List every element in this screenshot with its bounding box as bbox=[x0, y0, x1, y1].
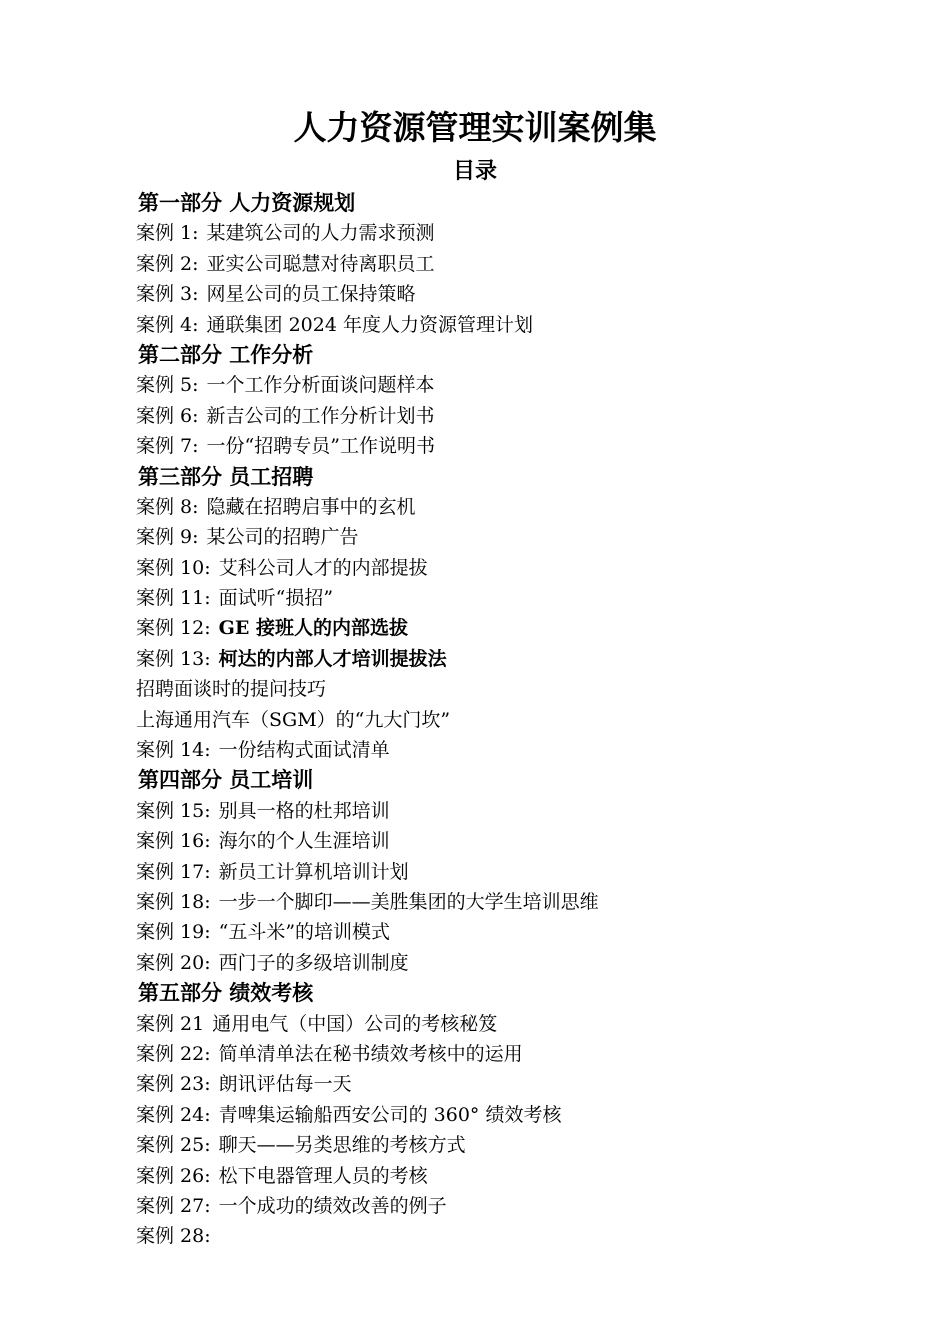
case-title: GE 接班人的内部选拔 bbox=[218, 617, 408, 640]
case-title: 网星公司的员工保持策略 bbox=[206, 283, 416, 306]
case-title: 一份结构式面试清单 bbox=[218, 739, 390, 762]
case-label: 案例 12: bbox=[136, 617, 211, 640]
toc-part-heading: 第四部分 员工培训 bbox=[138, 768, 314, 793]
table-of-contents bbox=[136, 188, 896, 1252]
case-label: 案例 17: bbox=[136, 860, 211, 883]
case-label: 案例 3: bbox=[136, 283, 199, 306]
toc-case-item bbox=[136, 1221, 896, 1251]
case-label: 案例 27: bbox=[136, 1194, 211, 1217]
case-title: 别具一格的杜邦培训 bbox=[218, 799, 390, 822]
case-title: 艾科公司人才的内部提拔 bbox=[218, 556, 428, 579]
toc-case-item bbox=[136, 249, 896, 279]
case-title: “五斗米”的培训模式 bbox=[218, 921, 391, 944]
toc-case-item bbox=[136, 492, 896, 522]
toc-case-item bbox=[136, 1191, 896, 1221]
case-label: 案例 16: bbox=[136, 830, 211, 853]
toc-case-item bbox=[136, 948, 896, 978]
case-label: 案例 24: bbox=[136, 1103, 211, 1126]
toc-part-heading: 第五部分 绩效考核 bbox=[138, 981, 314, 1006]
toc-case-item bbox=[136, 613, 896, 643]
case-label: 案例 21 bbox=[136, 1012, 205, 1035]
case-title: 某建筑公司的人力需求预测 bbox=[206, 222, 435, 245]
case-title: 一份“招聘专员”工作说明书 bbox=[206, 435, 435, 458]
case-label: 案例 5: bbox=[136, 374, 199, 397]
case-title: 松下电器管理人员的考核 bbox=[218, 1164, 428, 1187]
toc-case-item bbox=[136, 917, 896, 947]
toc-case-item bbox=[136, 553, 896, 583]
case-title: 朗讯评估每一天 bbox=[218, 1073, 352, 1096]
case-title: 简单清单法在秘书绩效考核中的运用 bbox=[218, 1042, 523, 1065]
toc-case-item bbox=[136, 887, 896, 917]
case-label: 案例 19: bbox=[136, 921, 211, 944]
case-label: 案例 13: bbox=[136, 647, 211, 670]
toc-case-item bbox=[136, 370, 896, 400]
toc-case-item bbox=[136, 857, 896, 887]
case-label: 案例 15: bbox=[136, 799, 211, 822]
case-title: 海尔的个人生涯培训 bbox=[218, 830, 390, 853]
case-title: 一步一个脚印——美胜集团的大学生培训思维 bbox=[218, 890, 599, 913]
document-title: 人力资源管理实训案例集 bbox=[293, 108, 657, 147]
case-label: 案例 8: bbox=[136, 495, 199, 518]
case-title: 一个成功的绩效改善的例子 bbox=[218, 1194, 447, 1217]
case-label: 案例 20: bbox=[136, 951, 211, 974]
toc-case-item bbox=[136, 644, 896, 674]
toc-case-item bbox=[136, 218, 896, 248]
case-title: 新员工计算机培训计划 bbox=[218, 860, 409, 883]
toc-case-item bbox=[136, 1130, 896, 1160]
case-title: 通用电气（中国）公司的考核秘笈 bbox=[212, 1012, 498, 1035]
case-label: 案例 23: bbox=[136, 1073, 211, 1096]
case-label: 案例 2: bbox=[136, 252, 199, 275]
toc-case-item bbox=[136, 735, 896, 765]
toc-item: 上海通用汽车（SGM）的“九大门坎” bbox=[136, 708, 451, 731]
case-title: 某公司的招聘广告 bbox=[206, 526, 359, 549]
case-title: 新吉公司的工作分析计划书 bbox=[206, 404, 435, 427]
case-label: 案例 4: bbox=[136, 313, 199, 336]
toc-case-item bbox=[136, 310, 896, 340]
case-label: 案例 1: bbox=[136, 222, 199, 245]
case-title: 通联集团 2024 年度人力资源管理计划 bbox=[206, 313, 533, 336]
case-label: 案例 25: bbox=[136, 1134, 211, 1157]
toc-part-heading: 第一部分 人力资源规划 bbox=[138, 191, 356, 215]
case-title: 隐藏在招聘启事中的玄机 bbox=[206, 495, 416, 518]
toc-case-item bbox=[136, 826, 896, 856]
toc-case-item bbox=[136, 1100, 896, 1130]
case-label: 案例 7: bbox=[136, 435, 199, 458]
toc-case-item bbox=[136, 279, 896, 309]
case-label: 案例 6: bbox=[136, 404, 199, 427]
case-title: 西门子的多级培训制度 bbox=[218, 951, 409, 974]
case-label: 案例 26: bbox=[136, 1164, 211, 1187]
toc-part-heading: 第三部分 员工招聘 bbox=[138, 464, 314, 489]
case-label: 案例 28: bbox=[136, 1225, 211, 1248]
case-label: 案例 18: bbox=[136, 890, 211, 913]
case-title: 聊天——另类思维的考核方式 bbox=[218, 1134, 466, 1157]
toc-item: 招聘面谈时的提问技巧 bbox=[136, 678, 327, 701]
toc-case-item bbox=[136, 1069, 896, 1099]
case-label: 案例 14: bbox=[136, 739, 211, 762]
toc-case-item bbox=[136, 401, 896, 431]
toc-heading: 目录 bbox=[452, 159, 497, 184]
case-label: 案例 10: bbox=[136, 556, 211, 579]
case-title: 面试听“损招” bbox=[218, 587, 334, 610]
case-label: 案例 9: bbox=[136, 526, 199, 549]
toc-case-item bbox=[136, 522, 896, 552]
case-title: 柯达的内部人才培训提拔法 bbox=[218, 647, 447, 670]
toc-case-item bbox=[136, 796, 896, 826]
case-label: 案例 11: bbox=[136, 587, 211, 610]
toc-case-item bbox=[136, 1039, 896, 1069]
case-title: 一个工作分析面谈问题样本 bbox=[206, 374, 435, 397]
toc-case-item bbox=[136, 1009, 896, 1039]
toc-part-heading: 第二部分 工作分析 bbox=[138, 342, 314, 367]
case-title: 青啤集运输船西安公司的 360° 绩效考核 bbox=[218, 1103, 562, 1126]
toc-case-item bbox=[136, 583, 896, 613]
case-label: 案例 22: bbox=[136, 1042, 211, 1065]
toc-case-item bbox=[136, 431, 896, 461]
case-title: 亚实公司聪慧对待离职员工 bbox=[206, 252, 435, 275]
toc-case-item bbox=[136, 1161, 896, 1191]
